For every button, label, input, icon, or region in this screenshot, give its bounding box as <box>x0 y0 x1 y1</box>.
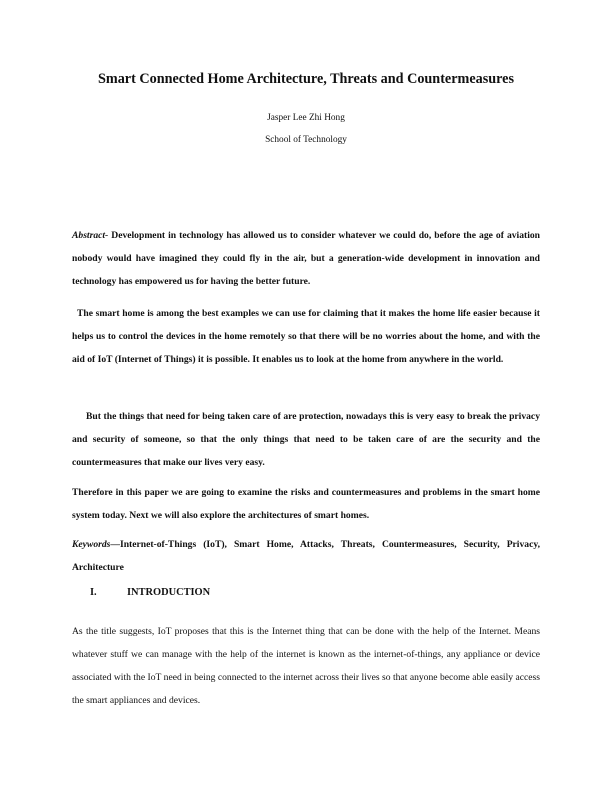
abstract-text: Development in technology has allowed us to consider whatever we could do, before the age of aviation nobody would have imagined they could fly in the air, but a generation-wide development in innovation and technology has empowered us for having the better future. <box>72 230 540 287</box>
author-name: Jasper Lee Zhi Hong <box>267 113 345 123</box>
section-title: INTRODUCTION <box>127 587 211 598</box>
abstract-paragraph <box>72 224 540 293</box>
author-affiliation: School of Technology <box>265 135 347 145</box>
body-paragraph: The smart home is among the best examples we can use for claiming that it makes the home life easier because it helps us to control the devices in the home remotely so that there will be no worries about the home, and with the aid of IoT (Internet of Things) it is possible. It enables us to look at the home from anywhere in the world. <box>72 308 540 365</box>
keywords-text: —Internet-of-Things (IoT), Smart Home, Attacks, Threats, Countermeasures, Security, Privacy, Architecture <box>72 539 540 573</box>
body-paragraph: But the things that need for being taken care of are protection, nowadays this is very easy to break the privacy and security of someone, so that the only things that need to be taken care of are the security and the countermeasures that make our lives very easy. <box>72 411 540 468</box>
keywords-label: Keywords <box>72 539 111 550</box>
introduction-paragraph: As the title suggests, IoT proposes that this is the Internet thing that can be done with the help of the Internet. Means whatever stuff we can manage with the help of the internet is known as the internet-of-things, any appliance or device associated with the IoT need in being connected to the internet across their lives so that anyone become able easily access the smart appliances and devices. <box>72 626 540 706</box>
keywords-paragraph <box>72 533 540 579</box>
section-number: I. <box>90 587 97 598</box>
section-heading-introduction <box>90 587 210 598</box>
abstract-label: Abstract- <box>72 230 109 241</box>
body-paragraph: Therefore in this paper we are going to examine the risks and countermeasures and problems in the smart home system today. Next we will also explore the architectures of smart homes. <box>72 487 540 521</box>
paper-title: Smart Connected Home Architecture, Threats and Countermeasures <box>98 71 514 87</box>
